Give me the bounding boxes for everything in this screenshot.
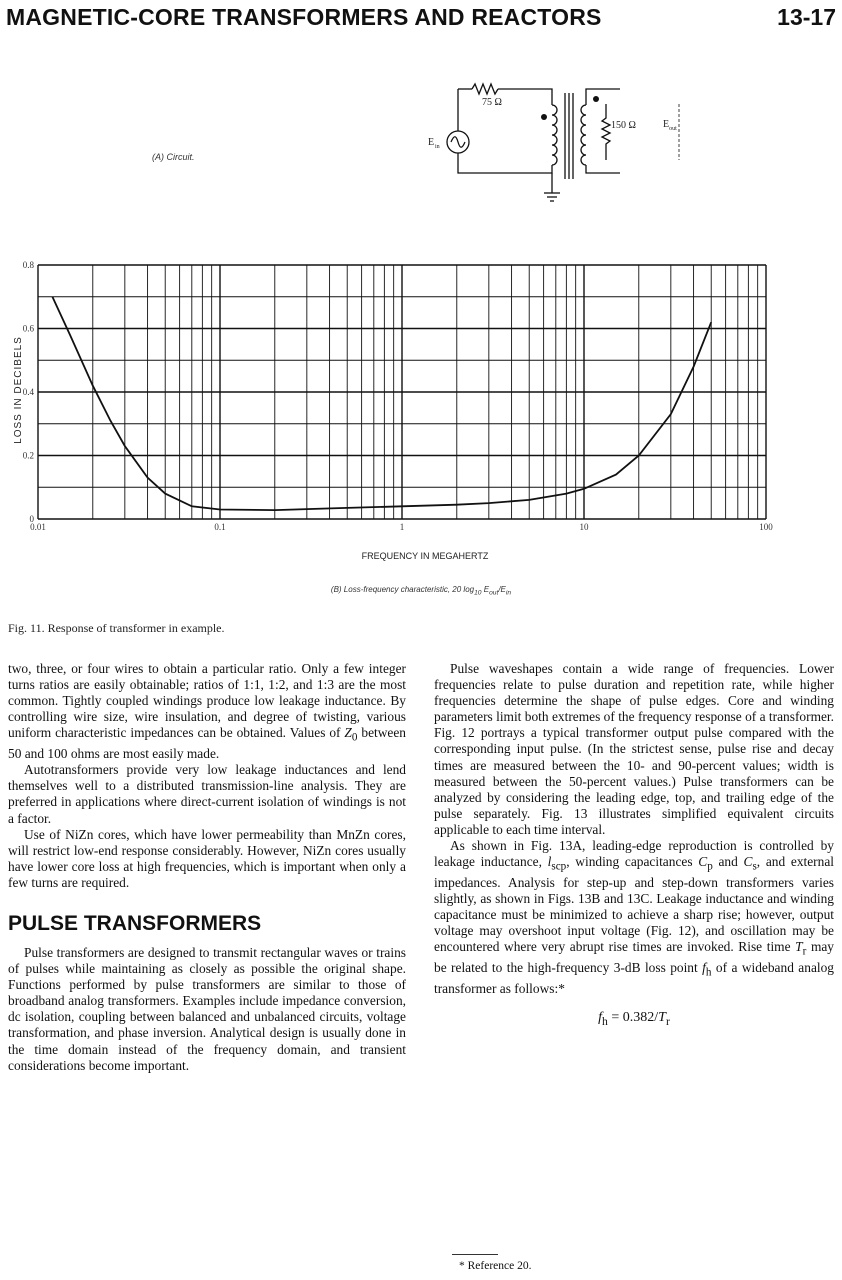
x-tick-label: 1 xyxy=(399,522,405,532)
x-tick-label: 0.01 xyxy=(30,522,46,532)
y-tick-label: 0.8 xyxy=(22,260,34,270)
secondary-winding xyxy=(581,105,586,165)
y-tick-label: 0 xyxy=(29,514,34,524)
chart-caption: (B) Loss-frequency characteristic, 20 $\log_{10} E_{out}/E_{in}$ xyxy=(330,585,512,597)
paragraph: Pulse waveshapes contain a wide range of frequencies. Lower frequencies relate to pulse duration and repetition rate, while higher frequencies determine the shape of pulse edges. Core and winding parameters limit both extremes of the frequency response of a transformer. Fig. 12 portrays a typical transformer output pulse compared with the corresponding input pulse. (In the strictest sense, pulse rise and decay times are measured between the 10- and 90-percent values; width is measured between the 50-percent values.) Pulse transformers can be analyzed by considering the leading edge, top, and trailing edge of the pulse separately. Fig. 13 illustrates simplified equivalent circuits applicable to each time interval. xyxy=(434,661,834,837)
y-tick-label: 0.4 xyxy=(22,387,34,397)
paragraph: As shown in Fig. 13A, leading-edge reproduction is controlled by leakage inductance, $l_{scp}$, winding capacitances $C_p$ and $C_s$, and external impedances. Analysis for step-up and step-down transformers varies slightly, as shown in Figs. 13B and 13C. Leakage inductance and winding capacitance must be minimized to achieve a sharp rise; however, output voltage may overshoot input voltage (Fig. 12), and oscillation may be encountered where very abrupt rise times are invoked. Rise time $T_r$ may be related to the high-frequency 3-dB loss point $f_h$ of a wideband analog transformer as follows:* xyxy=(434,838,835,996)
primary-winding xyxy=(552,105,557,165)
paragraph: Autotransformers provide very low leakage inductances and lend themselves well to a distributed transmission-line analysis. They are preferred in applications where direct-current isolation of windings is not a factor. xyxy=(8,762,406,826)
footnote-rule xyxy=(452,1254,498,1255)
x-axis-label: FREQUENCY IN MEGAHERTZ xyxy=(361,551,489,561)
load-resistor-and-output xyxy=(596,104,686,160)
paragraph: Pulse transformers are designed to transmit rectangular waves or trains of pulses while maintaining as closely as possible the original shape. Functions performed by pulse transformers are similar to those of broadband analog transformers. Examples include impedance conversion, dc isolation, coupling between balanced and unbalanced circuits, voltage transformation, and phase inversion. Analytical design is usually done in the time domain instead of the frequency domain, and transient considerations become important. xyxy=(8,944,406,1073)
rise-time-formula: $f_h = 0.382/T_r$ xyxy=(598,1009,670,1028)
running-head-title: MAGNETIC-CORE TRANSFORMERS AND REACTORS xyxy=(6,4,602,30)
wire-right-bottom xyxy=(586,165,620,173)
transformer-circuit-diagram xyxy=(410,75,620,225)
sine-glyph xyxy=(451,137,465,148)
paragraph: two, three, or four wires to obtain a particular ratio. Only a few integer turns ratios are easily obtainable; ratios of 1:1, 1:2, and 1:3 are the most common. Tightly coupled windings produce low leakage inductance. By controlling wire size, wire insulation, and degree of twisting, various uniform characteristic impedances can be obtained. Values of $Z_0$ between 50 and 100 ohms are most easily made. xyxy=(8,661,406,762)
circuit-label: (A) Circuit. xyxy=(152,152,195,162)
output-label: $E_{out}$ xyxy=(663,119,677,132)
y-tick-label: 0.2 xyxy=(22,450,34,461)
wire-right-top xyxy=(586,89,620,105)
right-column xyxy=(434,661,834,1030)
left-column xyxy=(8,661,406,1074)
y-tick-label: 0.6 xyxy=(22,323,34,334)
wire-top-right xyxy=(498,89,552,105)
primary-dot-icon xyxy=(541,114,547,120)
wire-left-bottom xyxy=(458,153,552,173)
x-tick-label: 100 xyxy=(759,522,773,532)
secondary-dot-icon xyxy=(593,96,599,102)
paragraph: Use of NiZn cores, which have lower permeability than MnZn cores, will restrict low-end response considerably. However, NiZn cores usually have lower core loss at high frequencies, which is important when only a few turns are required. xyxy=(8,826,406,890)
footnote: * Reference 20. xyxy=(459,1260,532,1272)
loss-frequency-chart xyxy=(0,255,842,580)
series-resistor-symbol xyxy=(472,84,498,94)
series-resistor-label: 75 Ω xyxy=(482,97,502,108)
load-resistor-symbol xyxy=(602,112,610,152)
page-header xyxy=(6,4,836,32)
figure-caption: Fig. 11. Response of transformer in example. xyxy=(8,621,225,635)
section-heading: PULSE TRANSFORMERS xyxy=(8,911,262,935)
source-label: E xyxy=(428,137,435,148)
y-axis-label: LOSS IN DECIBELS xyxy=(13,336,24,444)
load-resistor-label: 150 Ω xyxy=(611,120,636,131)
source-label-subscript: in xyxy=(435,144,440,150)
page-number: 13-17 xyxy=(777,4,836,30)
x-tick-label: 0.1 xyxy=(214,522,226,532)
x-tick-label: 10 xyxy=(579,522,589,532)
